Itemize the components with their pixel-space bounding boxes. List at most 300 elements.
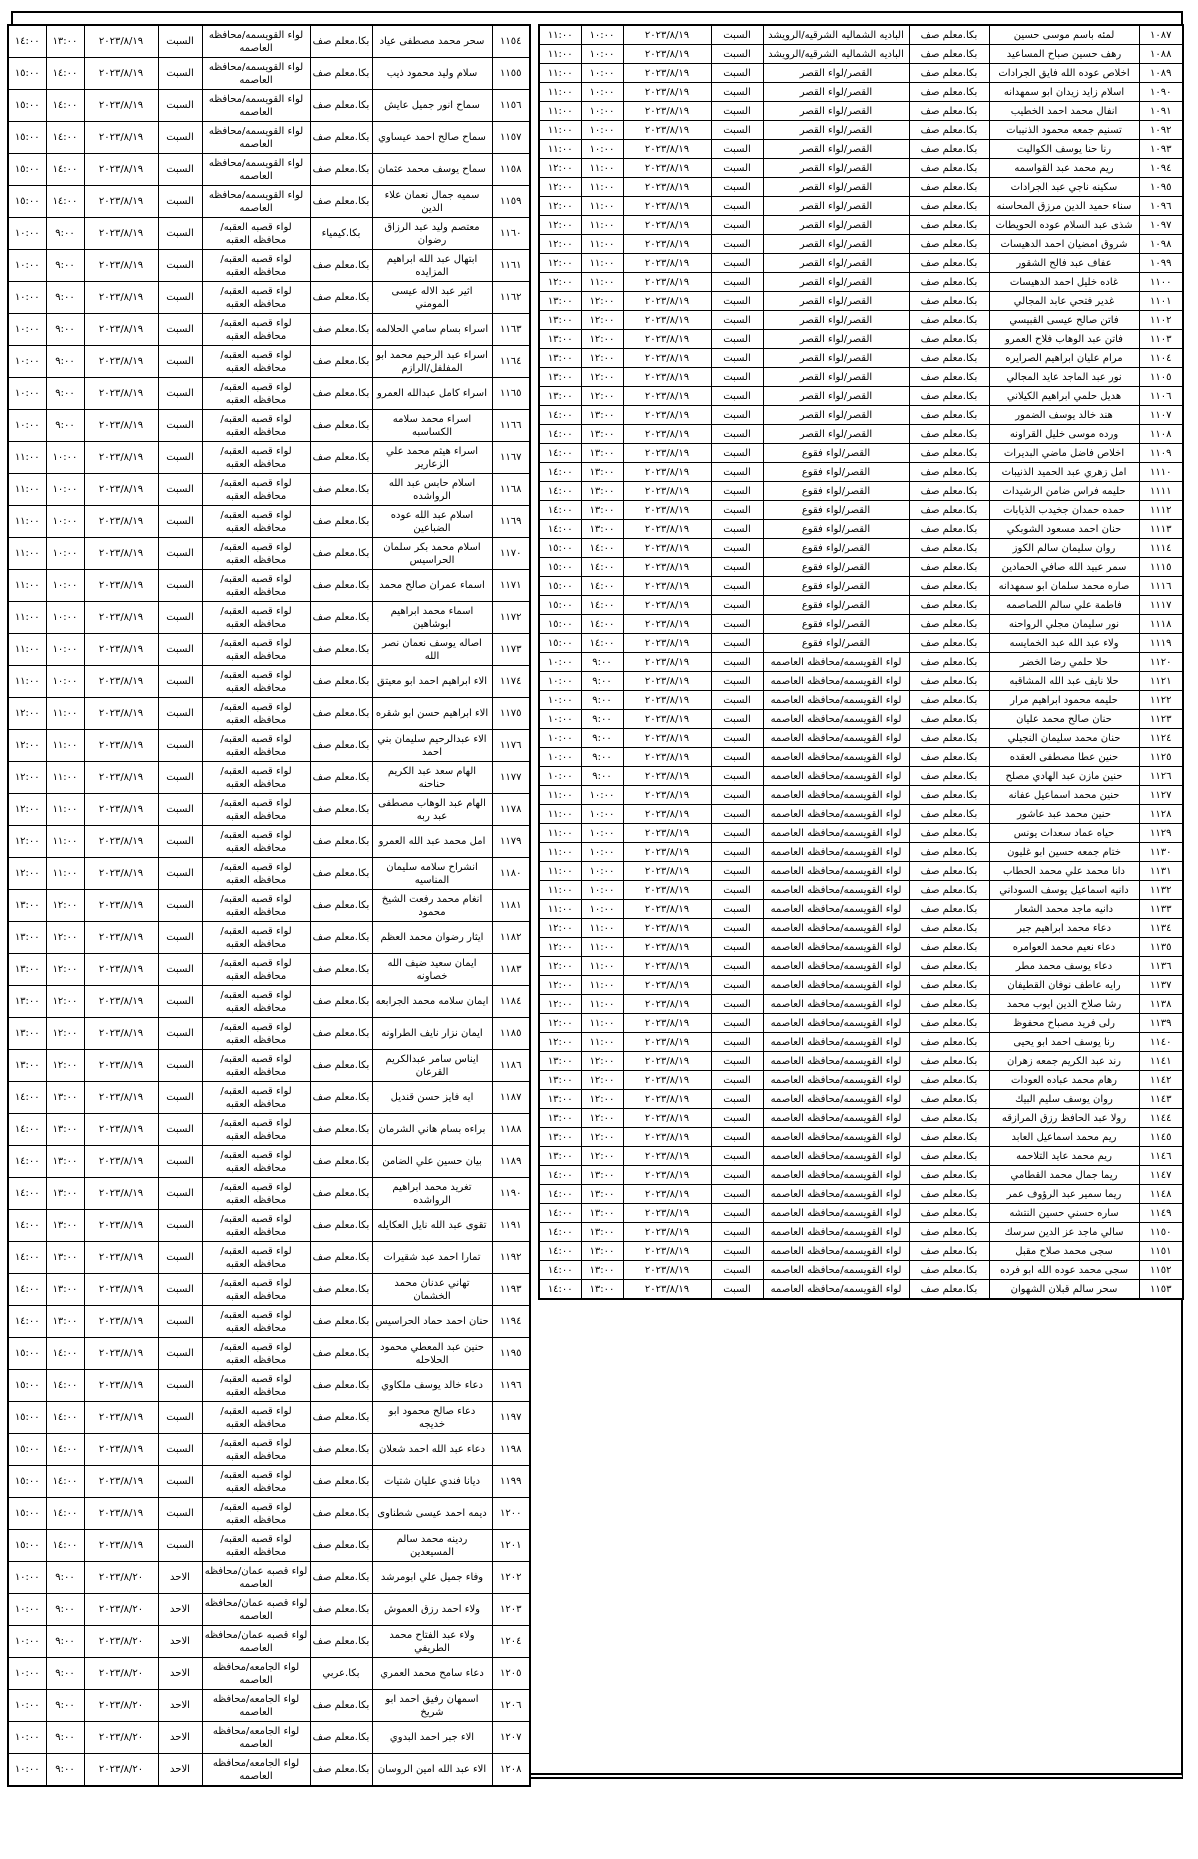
cell-time-from: ١٠:٠٠: [581, 140, 623, 159]
cell-serial: ١١١٧: [1139, 596, 1183, 615]
cell-location: القصر/لواء القصر: [763, 83, 909, 102]
cell-serial: ١١٦١: [492, 250, 530, 282]
cell-day: الاحد: [158, 1658, 202, 1690]
cell-location: القصر/لواء القصر: [763, 254, 909, 273]
cell-time-from: ١٠:٠٠: [581, 805, 623, 824]
cell-time-to: ١٠:٠٠: [8, 250, 46, 282]
table-row: [539, 710, 1183, 729]
cell-name: رشا صلاح الدين ايوب محمد: [989, 995, 1139, 1014]
cell-time-to: ١٤:٠٠: [8, 1210, 46, 1242]
cell-day: السبت: [158, 1306, 202, 1338]
cell-name: سحر محمد مصطفى عياد: [372, 25, 492, 58]
cell-time-to: ١٤:٠٠: [539, 501, 581, 520]
cell-serial: ١١٠٦: [1139, 387, 1183, 406]
cell-date: ٢٠٢٣/٨/١٩: [623, 273, 711, 292]
cell-time-from: ١٣:٠٠: [581, 482, 623, 501]
cell-time-from: ١١:٠٠: [581, 938, 623, 957]
cell-time-from: ٩:٠٠: [46, 218, 84, 250]
table-row: [8, 1114, 530, 1146]
cell-serial: ١٠٩٢: [1139, 121, 1183, 140]
cell-time-from: ١٣:٠٠: [581, 501, 623, 520]
cell-time-to: ١١:٠٠: [8, 570, 46, 602]
cell-time-to: ١١:٠٠: [8, 538, 46, 570]
cell-date: ٢٠٢٣/٨/١٩: [623, 558, 711, 577]
cell-time-to: ١٢:٠٠: [8, 698, 46, 730]
table-row: [8, 1018, 530, 1050]
cell-qualification: بكا.معلم صف: [909, 1147, 989, 1166]
cell-day: السبت: [158, 186, 202, 218]
cell-serial: ١١٣٤: [1139, 919, 1183, 938]
cell-serial: ١١٨٧: [492, 1082, 530, 1114]
cell-time-from: ١٣:٠٠: [46, 25, 84, 58]
cell-time-to: ١٤:٠٠: [539, 406, 581, 425]
cell-day: السبت: [711, 1204, 763, 1223]
cell-time-from: ١٣:٠٠: [581, 1204, 623, 1223]
cell-serial: ١٢٠٧: [492, 1722, 530, 1754]
cell-qualification: بكا.معلم صف: [909, 292, 989, 311]
cell-location: لواء القويسمه/محافظه العاصمه: [202, 154, 310, 186]
cell-time-from: ١٠:٠٠: [46, 570, 84, 602]
table-row: [539, 1242, 1183, 1261]
cell-location: القصر/لواء فقوع: [763, 501, 909, 520]
cell-serial: ١١٥٢: [1139, 1261, 1183, 1280]
cell-date: ٢٠٢٣/٨/١٩: [84, 1082, 158, 1114]
cell-qualification: بكا.معلم صف: [909, 444, 989, 463]
cell-date: ٢٠٢٣/٨/١٩: [623, 349, 711, 368]
cell-name: سلام وليد محمود ذيب: [372, 58, 492, 90]
cell-location: لواء قصبه العقبه/محافظه العقبه: [202, 1114, 310, 1146]
table-row: [8, 1562, 530, 1594]
cell-name: سحر سالم قبلان الشهوان: [989, 1280, 1139, 1300]
cell-day: السبت: [711, 1280, 763, 1300]
cell-serial: ١١٨١: [492, 890, 530, 922]
cell-qualification: بكا.معلم صف: [310, 1082, 372, 1114]
cell-time-to: ١٤:٠٠: [8, 1114, 46, 1146]
table-row: [8, 538, 530, 570]
cell-name: ساره حسني حسين النتشه: [989, 1204, 1139, 1223]
cell-date: ٢٠٢٣/٨/١٩: [84, 1114, 158, 1146]
cell-name: ايه فايز حسن قنديل: [372, 1082, 492, 1114]
cell-time-from: ١٣:٠٠: [46, 1146, 84, 1178]
cell-name: حليمه محمود ابراهيم مرار: [989, 691, 1139, 710]
cell-date: ٢٠٢٣/٨/١٩: [84, 378, 158, 410]
table-row: [539, 406, 1183, 425]
cell-time-to: ١٣:٠٠: [539, 1147, 581, 1166]
cell-qualification: بكا.معلم صف: [310, 1146, 372, 1178]
cell-name: معتصم وليد عبد الرزاق رضوان: [372, 218, 492, 250]
cell-location: القصر/لواء فقوع: [763, 558, 909, 577]
cell-name: حنين مازن عبد الهادي مصلح: [989, 767, 1139, 786]
cell-day: السبت: [711, 235, 763, 254]
cell-time-to: ١٢:٠٠: [539, 919, 581, 938]
cell-location: القصر/لواء فقوع: [763, 463, 909, 482]
cell-date: ٢٠٢٣/٨/١٩: [84, 570, 158, 602]
table-row: [539, 292, 1183, 311]
cell-location: لواء قصبه العقبه/محافظه العقبه: [202, 826, 310, 858]
table-row: [539, 596, 1183, 615]
cell-day: السبت: [711, 444, 763, 463]
cell-name: ايناس سامر عبدالكريم القرعان: [372, 1050, 492, 1082]
cell-qualification: بكا.معلم صف: [909, 691, 989, 710]
table-row: [539, 805, 1183, 824]
cell-serial: ١٢٠١: [492, 1530, 530, 1562]
cell-date: ٢٠٢٣/٨/١٩: [623, 1147, 711, 1166]
cell-time-from: ١٢:٠٠: [581, 330, 623, 349]
table-row: [539, 140, 1183, 159]
cell-day: السبت: [158, 1498, 202, 1530]
cell-location: لواء قصبه العقبه/محافظه العقبه: [202, 1370, 310, 1402]
cell-date: ٢٠٢٣/٨/١٩: [84, 794, 158, 826]
cell-qualification: بكا.معلم صف: [310, 1210, 372, 1242]
cell-date: ٢٠٢٣/٨/١٩: [84, 1530, 158, 1562]
cell-serial: ١١٢٩: [1139, 824, 1183, 843]
cell-name: دعاء عبد الله احمد شعلان: [372, 1434, 492, 1466]
table-row: [8, 282, 530, 314]
cell-day: السبت: [711, 881, 763, 900]
cell-qualification: بكا.معلم صف: [909, 786, 989, 805]
cell-qualification: بكا.معلم صف: [310, 730, 372, 762]
cell-serial: ١١٥١: [1139, 1242, 1183, 1261]
table-row: [8, 1530, 530, 1562]
cell-day: السبت: [711, 596, 763, 615]
cell-location: لواء قصبه العقبه/محافظه العقبه: [202, 1402, 310, 1434]
cell-location: لواء قصبه العقبه/محافظه العقبه: [202, 1530, 310, 1562]
cell-date: ٢٠٢٣/٨/١٩: [623, 330, 711, 349]
cell-qualification: بكا.معلم صف: [909, 539, 989, 558]
cell-time-to: ١١:٠٠: [8, 506, 46, 538]
cell-name: اسلام عبد الله عوده الضباعين: [372, 506, 492, 538]
cell-time-from: ٩:٠٠: [581, 748, 623, 767]
cell-day: السبت: [711, 178, 763, 197]
cell-time-from: ١١:٠٠: [581, 919, 623, 938]
table-row: [539, 1166, 1183, 1185]
cell-time-to: ١٥:٠٠: [8, 90, 46, 122]
cell-time-to: ١١:٠٠: [539, 900, 581, 919]
cell-time-to: ١٤:٠٠: [539, 1280, 581, 1300]
cell-day: السبت: [711, 1242, 763, 1261]
cell-date: ٢٠٢٣/٨/١٩: [84, 250, 158, 282]
cell-qualification: بكا.معلم صف: [310, 634, 372, 666]
cell-day: السبت: [711, 1109, 763, 1128]
cell-time-from: ١١:٠٠: [46, 826, 84, 858]
cell-day: السبت: [711, 710, 763, 729]
table-row: [539, 235, 1183, 254]
table-row: [539, 482, 1183, 501]
cell-day: السبت: [158, 378, 202, 410]
table-row: [8, 1466, 530, 1498]
cell-serial: ١١٩٨: [492, 1434, 530, 1466]
table-row: [539, 615, 1183, 634]
schedule-table-left: [7, 24, 531, 1787]
cell-time-from: ١٠:٠٠: [581, 862, 623, 881]
cell-serial: ١١٨٨: [492, 1114, 530, 1146]
cell-qualification: بكا.معلم صف: [310, 698, 372, 730]
cell-time-from: ١٢:٠٠: [581, 1147, 623, 1166]
cell-day: السبت: [158, 1210, 202, 1242]
cell-serial: ١١٨٤: [492, 986, 530, 1018]
cell-time-to: ١٣:٠٠: [539, 1128, 581, 1147]
cell-date: ٢٠٢٣/٨/١٩: [623, 159, 711, 178]
cell-time-to: ١٤:٠٠: [539, 482, 581, 501]
cell-time-from: ١١:٠٠: [46, 762, 84, 794]
cell-time-to: ١١:٠٠: [539, 25, 581, 45]
cell-time-to: ١٠:٠٠: [539, 710, 581, 729]
cell-time-to: ١٥:٠٠: [539, 558, 581, 577]
cell-qualification: بكا.معلم صف: [909, 1204, 989, 1223]
cell-time-from: ٩:٠٠: [46, 1594, 84, 1626]
cell-qualification: بكا.معلم صف: [310, 282, 372, 314]
cell-name: رنا حنا يوسف الكواليت: [989, 140, 1139, 159]
cell-date: ٢٠٢٣/٨/١٩: [623, 824, 711, 843]
table-row: [539, 1033, 1183, 1052]
cell-time-to: ١١:٠٠: [539, 83, 581, 102]
cell-date: ٢٠٢٣/٨/١٩: [84, 1466, 158, 1498]
cell-location: القصر/لواء القصر: [763, 178, 909, 197]
cell-serial: ١١٣٠: [1139, 843, 1183, 862]
cell-time-to: ١٤:٠٠: [539, 1185, 581, 1204]
cell-date: ٢٠٢٣/٨/١٩: [623, 1280, 711, 1300]
cell-day: السبت: [711, 387, 763, 406]
cell-qualification: بكا.معلم صف: [909, 1223, 989, 1242]
cell-location: لواء قصبه العقبه/محافظه العقبه: [202, 1146, 310, 1178]
cell-date: ٢٠٢٣/٨/١٩: [623, 45, 711, 64]
cell-date: ٢٠٢٣/٨/١٩: [84, 1274, 158, 1306]
cell-name: تسنيم جمعه محمود الذنيبات: [989, 121, 1139, 140]
table-row: [8, 1210, 530, 1242]
table-row: [8, 794, 530, 826]
cell-location: لواء القويسمه/محافظه العاصمه: [763, 1014, 909, 1033]
cell-qualification: بكا.معلم صف: [310, 954, 372, 986]
cell-qualification: بكا.معلم صف: [909, 558, 989, 577]
cell-time-to: ١١:٠٠: [539, 843, 581, 862]
cell-date: ٢٠٢٣/٨/١٩: [84, 826, 158, 858]
cell-time-to: ١٠:٠٠: [539, 691, 581, 710]
cell-serial: ١١٠٨: [1139, 425, 1183, 444]
table-row: [539, 653, 1183, 672]
cell-qualification: بكا.معلم صف: [909, 121, 989, 140]
cell-time-to: ١١:٠٠: [539, 805, 581, 824]
cell-name: رايه عاطف نوفان القطيفان: [989, 976, 1139, 995]
cell-name: غاده خليل احمد الدهيسات: [989, 273, 1139, 292]
cell-time-to: ١١:٠٠: [539, 45, 581, 64]
cell-time-from: ١٢:٠٠: [46, 890, 84, 922]
table-row: [539, 691, 1183, 710]
cell-location: لواء قصبه العقبه/محافظه العقبه: [202, 922, 310, 954]
cell-time-from: ١٣:٠٠: [46, 1274, 84, 1306]
cell-name: سماح صالح احمد عيساوي: [372, 122, 492, 154]
cell-qualification: بكا.معلم صف: [909, 178, 989, 197]
cell-location: القصر/لواء فقوع: [763, 444, 909, 463]
cell-day: الاحد: [158, 1562, 202, 1594]
cell-location: لواء قصبه العقبه/محافظه العقبه: [202, 1242, 310, 1274]
cell-serial: ١١١٩: [1139, 634, 1183, 653]
cell-time-from: ٩:٠٠: [581, 672, 623, 691]
cell-location: لواء قصبه العقبه/محافظه العقبه: [202, 506, 310, 538]
table-row: [539, 577, 1183, 596]
cell-time-from: ١٠:٠٠: [581, 824, 623, 843]
cell-time-to: ١٢:٠٠: [8, 794, 46, 826]
cell-name: حياه عماد سعدات يونس: [989, 824, 1139, 843]
cell-day: السبت: [158, 666, 202, 698]
cell-location: القصر/لواء القصر: [763, 311, 909, 330]
cell-time-to: ١٠:٠٠: [8, 1690, 46, 1722]
cell-serial: ١١٤٠: [1139, 1033, 1183, 1052]
cell-date: ٢٠٢٣/٨/١٩: [623, 539, 711, 558]
cell-day: السبت: [158, 698, 202, 730]
cell-time-from: ١٠:٠٠: [46, 506, 84, 538]
cell-time-to: ١٤:٠٠: [539, 444, 581, 463]
tables-wrap: [7, 24, 1184, 1787]
cell-day: السبت: [158, 538, 202, 570]
cell-qualification: بكا.معلم صف: [310, 410, 372, 442]
cell-time-from: ١٣:٠٠: [581, 1185, 623, 1204]
cell-name: حنان احمد حماد الحراسيس: [372, 1306, 492, 1338]
cell-qualification: بكا.معلم صف: [909, 900, 989, 919]
cell-serial: ١١٤٦: [1139, 1147, 1183, 1166]
table-row: [8, 442, 530, 474]
cell-day: السبت: [711, 1166, 763, 1185]
cell-date: ٢٠٢٣/٨/١٩: [84, 730, 158, 762]
cell-name: اسلام محمد بكر سلمان الحراسيس: [372, 538, 492, 570]
cell-date: ٢٠٢٣/٨/١٩: [84, 1306, 158, 1338]
cell-time-to: ١٠:٠٠: [539, 767, 581, 786]
cell-qualification: بكا.معلم صف: [310, 1242, 372, 1274]
cell-serial: ١١٢٢: [1139, 691, 1183, 710]
table-row: [539, 1147, 1183, 1166]
cell-date: ٢٠٢٣/٨/١٩: [623, 254, 711, 273]
cell-qualification: بكا.معلم صف: [310, 1498, 372, 1530]
table-row: [539, 729, 1183, 748]
cell-qualification: بكا.معلم صف: [310, 1114, 372, 1146]
cell-serial: ١١٤٣: [1139, 1090, 1183, 1109]
cell-date: ٢٠٢٣/٨/١٩: [623, 387, 711, 406]
cell-name: رهام محمد عباده العودات: [989, 1071, 1139, 1090]
cell-day: السبت: [158, 346, 202, 378]
table-row: [8, 698, 530, 730]
cell-date: ٢٠٢٣/٨/١٩: [623, 1033, 711, 1052]
cell-day: الاحد: [158, 1626, 202, 1658]
cell-date: ٢٠٢٣/٨/١٩: [623, 672, 711, 691]
table-row: [8, 1050, 530, 1082]
cell-serial: ١٢٠٨: [492, 1754, 530, 1787]
cell-serial: ١٠٩٥: [1139, 178, 1183, 197]
table-row: [8, 570, 530, 602]
cell-time-from: ٩:٠٠: [581, 767, 623, 786]
cell-location: لواء القويسمه/محافظه العاصمه: [763, 900, 909, 919]
cell-serial: ١١١٤: [1139, 539, 1183, 558]
cell-qualification: بكا.معلم صف: [909, 843, 989, 862]
table-row: [8, 762, 530, 794]
cell-time-from: ١٤:٠٠: [581, 615, 623, 634]
cell-name: دانا محمد علي محمد الحطاب: [989, 862, 1139, 881]
cell-time-from: ٩:٠٠: [46, 378, 84, 410]
cell-date: ٢٠٢٣/٨/١٩: [623, 1242, 711, 1261]
cell-day: السبت: [711, 406, 763, 425]
cell-day: السبت: [158, 250, 202, 282]
cell-time-to: ١٢:٠٠: [8, 762, 46, 794]
table-row: [8, 346, 530, 378]
cell-serial: ١١٣٨: [1139, 995, 1183, 1014]
cell-time-to: ١٣:٠٠: [539, 349, 581, 368]
cell-serial: ١١١٨: [1139, 615, 1183, 634]
cell-time-from: ١٣:٠٠: [581, 406, 623, 425]
cell-day: السبت: [711, 1071, 763, 1090]
cell-date: ٢٠٢٣/٨/١٩: [623, 1128, 711, 1147]
cell-serial: ١٢٠٥: [492, 1658, 530, 1690]
cell-qualification: بكا.كيمياء: [310, 218, 372, 250]
cell-name: عفاف عبد فالح الشقور: [989, 254, 1139, 273]
table-row: [539, 368, 1183, 387]
cell-location: لواء قصبه العقبه/محافظه العقبه: [202, 1466, 310, 1498]
cell-location: لواء قصبه العقبه/محافظه العقبه: [202, 698, 310, 730]
cell-day: السبت: [158, 1082, 202, 1114]
cell-name: سناء حميد الدين مرزق المحاسنه: [989, 197, 1139, 216]
cell-location: لواء قصبه العقبه/محافظه العقبه: [202, 282, 310, 314]
cell-time-from: ٩:٠٠: [46, 1690, 84, 1722]
cell-day: السبت: [158, 25, 202, 58]
table-row: [8, 1434, 530, 1466]
cell-name: ايثار رضوان محمد العظم: [372, 922, 492, 954]
cell-name: الاء ابراهيم حسن ابو شقره: [372, 698, 492, 730]
cell-location: لواء قصبه العقبه/محافظه العقبه: [202, 442, 310, 474]
cell-serial: ١٠٨٨: [1139, 45, 1183, 64]
cell-time-to: ١٠:٠٠: [8, 1626, 46, 1658]
cell-serial: ١٠٩٠: [1139, 83, 1183, 102]
cell-name: ختام جمعه حسين ابو غليون: [989, 843, 1139, 862]
cell-time-to: ١٢:٠٠: [539, 938, 581, 957]
cell-name: حنين محمد عبد عاشور: [989, 805, 1139, 824]
cell-day: السبت: [711, 140, 763, 159]
cell-time-to: ١٤:٠٠: [8, 1274, 46, 1306]
cell-name: دعاء سامح محمد العمري: [372, 1658, 492, 1690]
cell-name: حنين عطا مصطفى العقده: [989, 748, 1139, 767]
cell-name: سماح يوسف محمد عثمان: [372, 154, 492, 186]
cell-serial: ١١٥٧: [492, 122, 530, 154]
cell-time-from: ١٢:٠٠: [581, 1109, 623, 1128]
cell-day: السبت: [711, 634, 763, 653]
table-row: [8, 506, 530, 538]
cell-time-to: ١٠:٠٠: [539, 748, 581, 767]
cell-date: ٢٠٢٣/٨/١٩: [623, 1166, 711, 1185]
cell-time-from: ١٤:٠٠: [46, 186, 84, 218]
cell-name: ايمان نزار نايف الطراونه: [372, 1018, 492, 1050]
cell-time-from: ٩:٠٠: [46, 1722, 84, 1754]
cell-qualification: بكا.معلم صف: [909, 995, 989, 1014]
cell-qualification: بكا.معلم صف: [310, 890, 372, 922]
cell-day: السبت: [711, 501, 763, 520]
cell-date: ٢٠٢٣/٨/١٩: [623, 900, 711, 919]
cell-date: ٢٠٢٣/٨/١٩: [623, 577, 711, 596]
cell-date: ٢٠٢٣/٨/١٩: [84, 282, 158, 314]
table-row: [539, 957, 1183, 976]
cell-day: السبت: [711, 520, 763, 539]
cell-name: شذى عبد السلام عوده الحويطات: [989, 216, 1139, 235]
cell-location: لواء القويسمه/محافظه العاصمه: [763, 1109, 909, 1128]
cell-serial: ١١٥٥: [492, 58, 530, 90]
cell-name: سماح انور جميل عايش: [372, 90, 492, 122]
table-row: [8, 250, 530, 282]
table-row: [8, 1594, 530, 1626]
cell-name: حنين عبد المعطي محمود الحلاحله: [372, 1338, 492, 1370]
cell-day: السبت: [711, 786, 763, 805]
cell-qualification: بكا.معلم صف: [310, 122, 372, 154]
cell-location: لواء قصبه عمان/محافظه العاصمه: [202, 1562, 310, 1594]
cell-day: السبت: [711, 1033, 763, 1052]
cell-day: السبت: [711, 843, 763, 862]
cell-time-to: ١٣:٠٠: [539, 387, 581, 406]
cell-time-to: ١٤:٠٠: [8, 1082, 46, 1114]
cell-time-from: ١٢:٠٠: [46, 986, 84, 1018]
